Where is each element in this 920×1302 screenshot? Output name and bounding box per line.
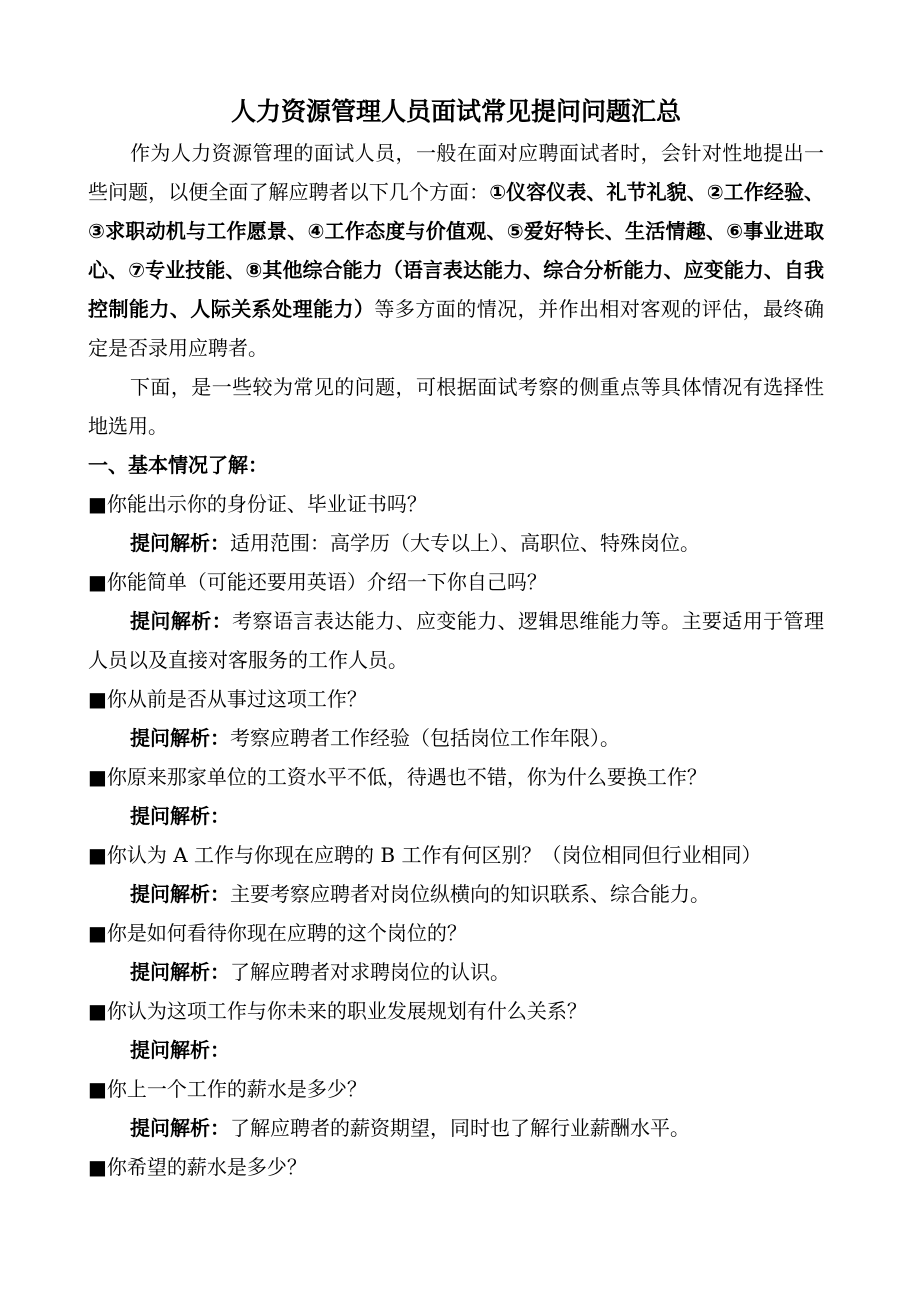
answer-item <box>88 719 824 758</box>
question-item: ■你从前是否从事过这项工作？ <box>88 687 367 711</box>
intro-bold-list: ①仪容仪表、礼节礼貌、②工作经验、③求职动机与工作愿景、④工作态度与价值观、⑤爱好特长、生活情趣、⑥事业进取心、⑦专业技能、⑧其他综合能力（语言表达能力、综合分析能力、应变能力、自我控制能力、人际关系处理能力） <box>88 180 824 321</box>
question-item: ■你能出示你的身份证、毕业证书吗？ <box>88 492 427 516</box>
answer-label: 提问解析： <box>130 609 233 633</box>
question-item: ■你希望的薪水是多少？ <box>88 1155 307 1179</box>
question-item: ■你是如何看待你现在应聘的这个岗位的？ <box>88 921 467 945</box>
intro-text-2: 等多方面的情况，并作出相对客观的评估，最终确定是否录用应聘者。 <box>88 297 825 360</box>
answer-item <box>88 953 824 992</box>
answer-label: 提问解析： <box>130 1038 230 1062</box>
answer-text: 考察应聘者工作经验（包括岗位工作年限）。 <box>230 726 620 750</box>
answer-item <box>88 797 824 836</box>
answer-label: 提问解析： <box>130 882 230 906</box>
answer-text: 了解应聘者对求聘岗位的认识。 <box>230 960 510 984</box>
answer-text: 了解应聘者的薪资期望，同时也了解行业薪酬水平。 <box>230 1116 690 1140</box>
answer-text: 适用范围：高学历（大专以上）、高职位、特殊岗位。 <box>230 531 700 555</box>
answer-item <box>88 602 824 680</box>
question-item: ■你上一个工作的薪水是多少？ <box>88 1077 367 1101</box>
answer-item <box>88 1031 824 1070</box>
answer-label: 提问解析： <box>130 726 230 750</box>
question-item: ■你能简单（可能还要用英语）介绍一下你自己吗？ <box>88 570 547 594</box>
answer-item <box>88 524 824 563</box>
intro-text-1: 作为人力资源管理的面试人员，一般在面对应聘面试者时，会针对性地提出一些问题，以便全面了解应聘者以下几个方面： <box>88 141 824 204</box>
question-item: ■你认为 A 工作与你现在应聘的 B 工作有何区别？（岗位相同但行业相同） <box>88 843 762 867</box>
section-heading-basic-info: 一、基本情况了解： <box>88 453 268 477</box>
answer-label: 提问解析： <box>130 960 230 984</box>
intro-paragraph-1 <box>88 134 824 368</box>
answer-item <box>88 1109 824 1148</box>
answer-label: 提问解析： <box>130 531 230 555</box>
answer-text: 考察语言表达能力、应变能力、逻辑思维能力等。主要适用于管理人员以及直接对客服务的工作人员。 <box>88 609 825 672</box>
answer-label: 提问解析： <box>130 804 230 828</box>
question-item: ■你原来那家单位的工资水平不低，待遇也不错，你为什么要换工作？ <box>88 765 707 789</box>
answer-text: 主要考察应聘者对岗位纵横向的知识联系、综合能力。 <box>230 882 710 906</box>
document-title: 人力资源管理人员面试常见提问问题汇总 <box>230 97 681 126</box>
intro-paragraph-2: 下面，是一些较为常见的问题，可根据面试考察的侧重点等具体情况有选择性地选用。 <box>88 375 824 438</box>
answer-label: 提问解析： <box>130 1116 230 1140</box>
question-item: ■你认为这项工作与你未来的职业发展规划有什么关系？ <box>88 999 587 1023</box>
answer-item <box>88 875 824 914</box>
